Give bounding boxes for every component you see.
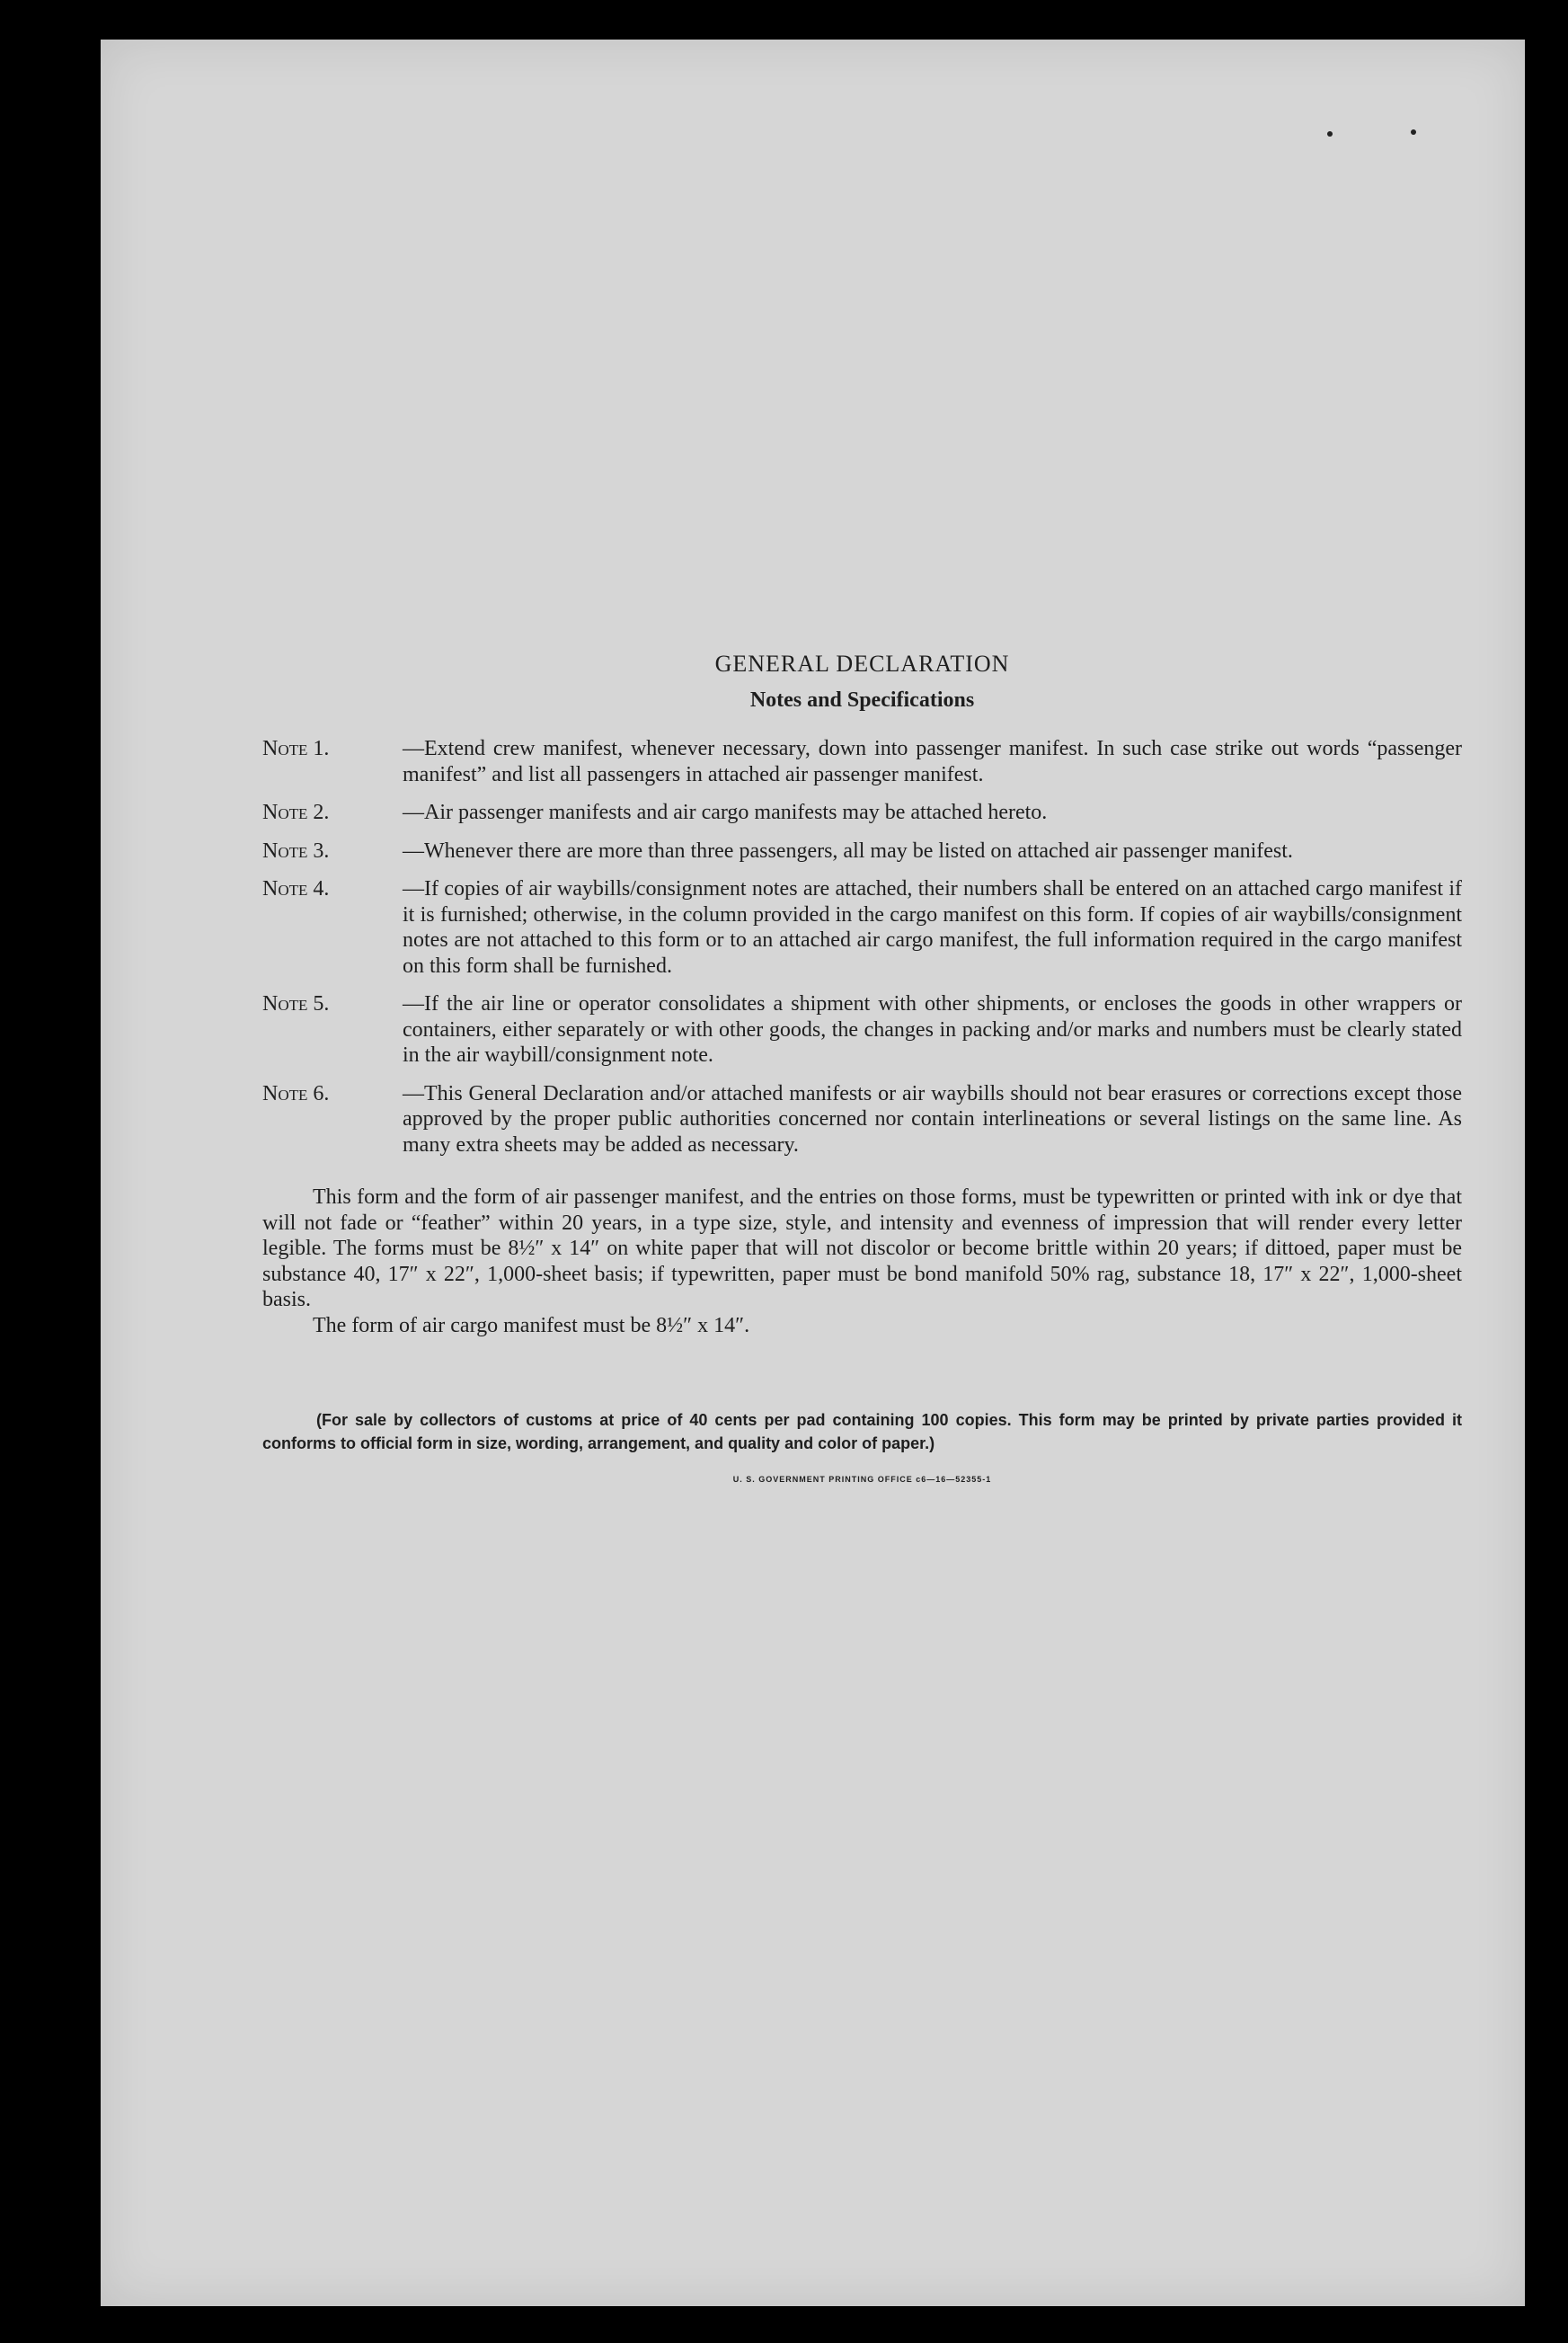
note-text: —If copies of air waybills/consignment notes are attached, their numbers shall be entered on an attached cargo manifest if it is furnished; otherwise, in the column provided in the cargo manifest on this form. If copies of air waybills/consignment notes are not attached to this form or to an attached air cargo manifest, the full information required in the cargo manifest on this form shall be furnished. (403, 877, 1462, 978)
speck-mark (1327, 131, 1333, 137)
document-content (262, 651, 1462, 1484)
note-label: Note 5. (262, 992, 330, 1016)
cargo-manifest-size-paragraph: The form of air cargo manifest must be 8½″ x 14″. (313, 1313, 750, 1337)
printing-office-line: U. S. GOVERNMENT PRINTING OFFICE c6—16—52355-1 (732, 1475, 992, 1484)
note-text: —This General Declaration and/or attached manifests or air waybills should not bear erasures or corrections except those approved by the proper public authorities concerned nor contain interlineations or several listings on the same line. As many extra sheets may be added as necessary. (403, 1081, 1462, 1157)
speck-mark (1411, 129, 1416, 135)
note-text: —Whenever there are more than three passengers, all may be listed on attached air passenger manifest. (403, 839, 1293, 863)
note-text: —Extend crew manifest, whenever necessary, down into passenger manifest. In such case strike out words “passenger manifest” and list all passengers in attached air passenger manifest. (403, 737, 1462, 786)
note-text: —Air passenger manifests and air cargo manifests may be attached hereto. (403, 801, 1048, 824)
note-label: Note 3. (262, 839, 330, 863)
document-page (101, 40, 1525, 2306)
page-title: GENERAL DECLARATION (714, 651, 1010, 677)
note-text: —If the air line or operator consolidates a shipment with other shipments, or encloses the goods in other wrappers or containers, either separately or with other goods, the changes in packing and/or marks and numbers must be clearly stated in the air waybill/consignment note. (403, 992, 1462, 1067)
sale-notice: (For sale by collectors of customs at price of 40 cents per pad containing 100 copies. This form may be printed by private parties provided it conforms to official form in size, wording, arrangement, and quality and color of paper.) (262, 1411, 1462, 1452)
note-label: Note 4. (262, 877, 330, 901)
note-item (262, 800, 1462, 826)
page-subtitle: Notes and Specifications (749, 688, 975, 712)
note-label: Note 6. (262, 1081, 330, 1105)
note-item (262, 839, 1462, 865)
note-item (262, 1081, 1462, 1158)
note-item (262, 876, 1462, 979)
note-item (262, 991, 1462, 1069)
paper-specification-paragraph: This form and the form of air passenger manifest, and the entries on those forms, must be typewritten or printed with ink or dye that will not fade or “feather” within 20 years, in a type size, style, and intensity and evenness of impression that will render every letter legible. The forms must be 8½″ x 14″ on white paper that will not discolor or become brittle within 20 years; if dittoed, paper must be substance 40, 17″ x 22″, 1,000-sheet basis; if typewritten, paper must be bond manifold 50% rag, substance 18, 17″ x 22″, 1,000-sheet basis. (262, 1185, 1462, 1311)
note-label: Note 1. (262, 737, 330, 760)
note-item (262, 736, 1462, 787)
note-label: Note 2. (262, 801, 330, 824)
